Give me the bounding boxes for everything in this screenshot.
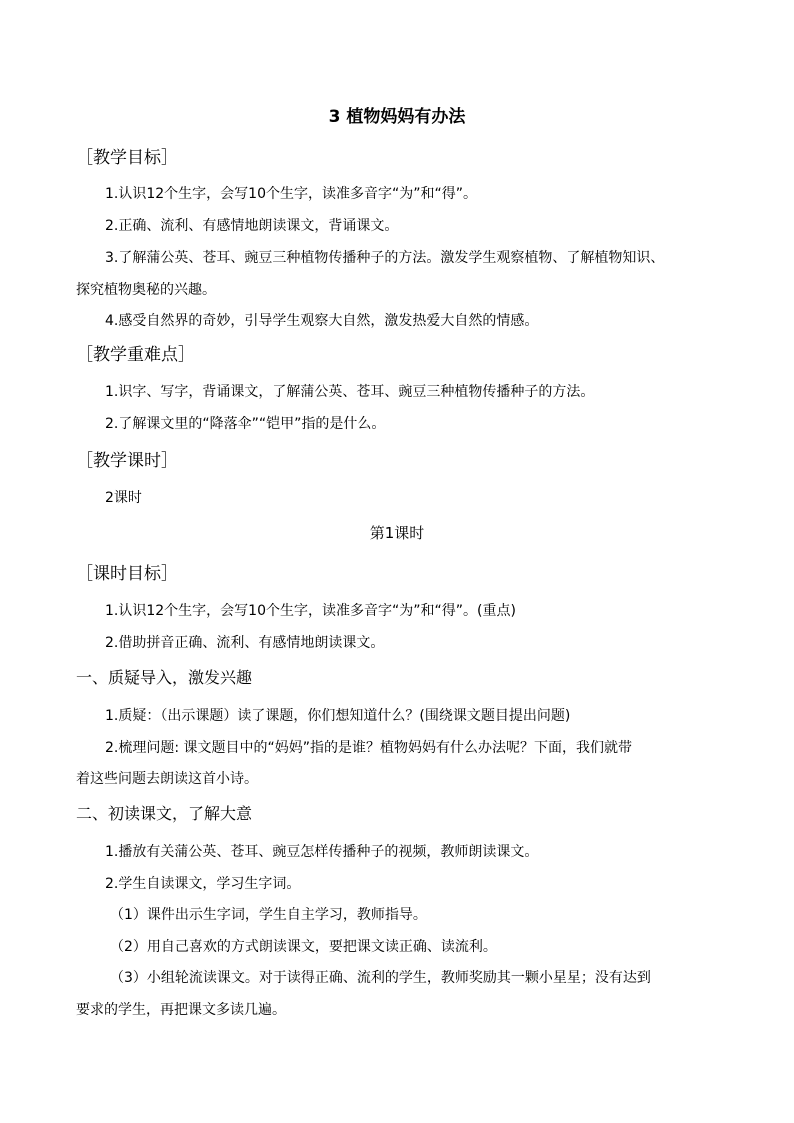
part-2-line-3: （1）课件出示生字词，学生自主学习，教师指导。 [110,907,427,923]
teaching-goal-3: 3.了解蒲公英、苍耳、豌豆三种植物传播种子的方法。激发学生观察植物、了解植物知识、 [105,250,665,266]
key-point-1: 1.识字、写字，背诵课文，了解蒲公英、苍耳、豌豆三种植物传播种子的方法。 [105,384,595,400]
part-2-line-5: （3）小组轮流读课文。对于读得正确、流利的学生，教师奖励其一颗小星星；没有达到 [110,970,651,986]
part-2-line-2: 2.学生自读课文，学习生字词。 [105,876,301,892]
part-2-heading: 二、初读课文，了解大意 [76,804,253,823]
part-1-line-2-continued: 着这些问题去朗读这首小诗。 [76,771,258,787]
part-1-line-2: 2.梳理问题: 课文题目中的“妈妈”指的是谁？植物妈妈有什么办法呢？下面，我们就带 [105,740,633,756]
lesson-goal-2: 2.借助拼音正确、流利、有感情地朗读课文。 [105,635,385,651]
document-title: 3 植物妈妈有办法 [328,107,466,127]
class-hours-heading: ［教学课时］ [76,451,178,471]
teaching-goal-2: 2.正确、流利、有感情地朗读课文，背诵课文。 [105,218,399,234]
teaching-goal-1: 1.认识12个生字，会写10个生字，读准多音字“为”和“得”。 [105,186,477,202]
part-2-line-1: 1.播放有关蒲公英、苍耳、豌豆怎样传播种子的视频，教师朗读课文。 [105,844,539,860]
teaching-goal-4: 4.感受自然界的奇妙，引导学生观察大自然，激发热爱大自然的情感。 [105,313,539,329]
lesson-goal-1: 1.认识12个生字，会写10个生字，读准多音字“为”和“得”。(重点) [105,603,516,619]
key-point-2: 2.了解课文里的“降落伞”“铠甲”指的是什么。 [105,416,386,432]
teaching-goals-heading: ［教学目标］ [76,148,178,168]
key-points-heading: ［教学重难点］ [76,345,195,365]
part-1-heading: 一、质疑导入，激发兴趣 [76,668,253,687]
lesson-goals-heading: ［课时目标］ [76,564,178,584]
part-2-line-4: （2）用自己喜欢的方式朗读课文，要把课文读正确、读流利。 [110,939,497,955]
class-hours-value: 2课时 [105,490,142,506]
part-1-line-1: 1.质疑：（出示课题）读了课题，你们想知道什么？(围绕课文题目提出问题) [105,708,571,724]
part-2-line-5-continued: 要求的学生，再把课文多读几遍。 [76,1002,286,1018]
teaching-goal-3-continued: 探究植物奥秘的兴趣。 [76,282,216,298]
lesson-1-title: 第1课时 [369,524,425,542]
